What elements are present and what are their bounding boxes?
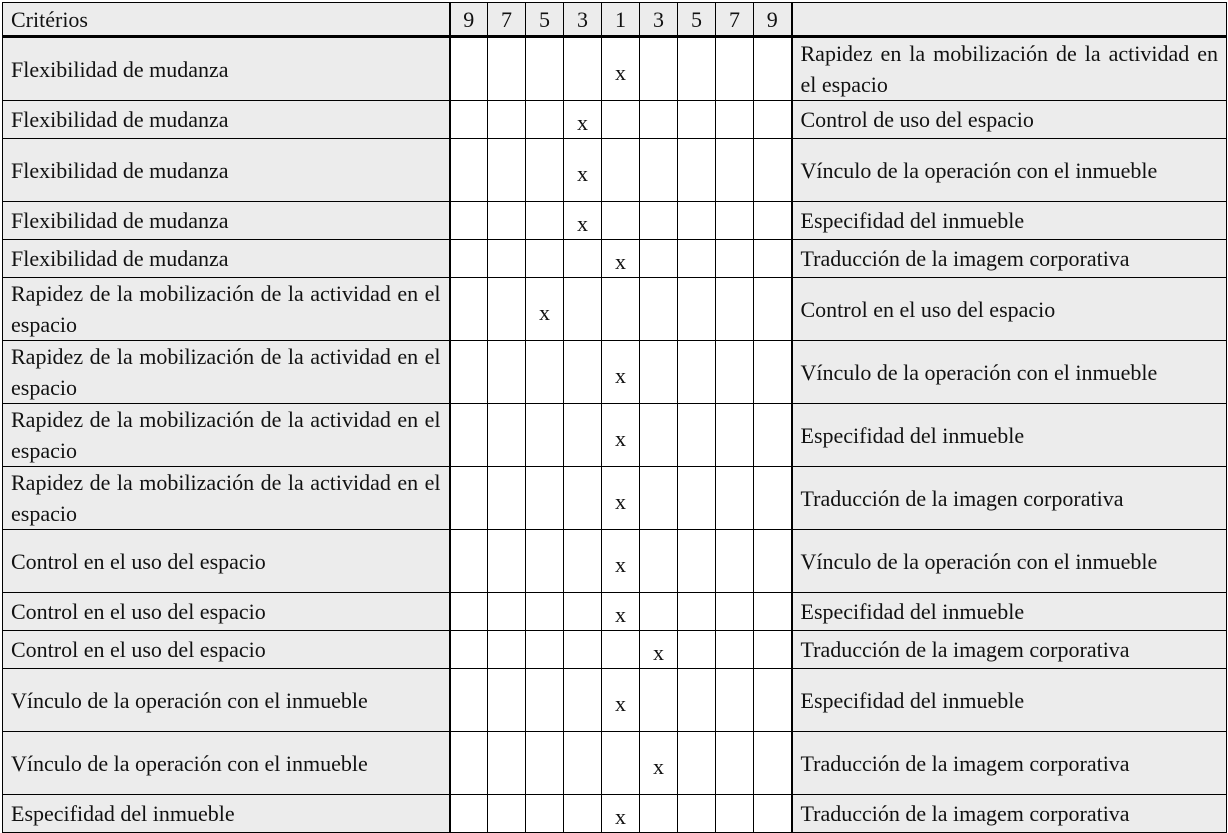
score-cell	[526, 341, 564, 404]
score-cell	[526, 37, 564, 101]
score-cell	[754, 37, 792, 101]
right-criterion: Control de uso del espacio	[792, 101, 1227, 139]
score-cell	[678, 101, 716, 139]
score-cell	[564, 404, 602, 467]
left-criterion: Rapidez de la mobilización de la actividad en el espacio	[3, 467, 450, 530]
score-mark: x	[602, 341, 640, 404]
table-row	[3, 593, 1227, 631]
scale-header-cell: 7	[488, 3, 526, 37]
score-cell	[450, 139, 488, 202]
score-cell	[450, 101, 488, 139]
right-criteria-header	[792, 3, 1227, 37]
score-cell	[450, 404, 488, 467]
score-cell	[488, 139, 526, 202]
left-criterion: Flexibilidad de mudanza	[3, 101, 450, 139]
score-cell	[640, 341, 678, 404]
score-mark: x	[564, 202, 602, 240]
score-mark: x	[602, 530, 640, 593]
score-cell	[526, 240, 564, 278]
score-cell	[526, 732, 564, 795]
score-cell	[640, 202, 678, 240]
score-cell	[564, 593, 602, 631]
right-criterion: Traducción de la imagem corporativa	[792, 732, 1227, 795]
score-cell	[564, 795, 602, 833]
right-criterion: Traducción de la imagem corporativa	[792, 240, 1227, 278]
score-mark: x	[602, 37, 640, 101]
table-row	[3, 101, 1227, 139]
score-cell	[716, 139, 754, 202]
score-cell	[640, 139, 678, 202]
score-cell	[526, 139, 564, 202]
score-cell	[602, 631, 640, 669]
score-cell	[640, 37, 678, 101]
table-row	[3, 341, 1227, 404]
table-row	[3, 732, 1227, 795]
table-row	[3, 669, 1227, 732]
score-cell	[488, 101, 526, 139]
left-criterion: Control en el uso del espacio	[3, 530, 450, 593]
table-row	[3, 139, 1227, 202]
score-cell	[716, 669, 754, 732]
score-cell	[678, 732, 716, 795]
score-cell	[678, 669, 716, 732]
right-criterion: Especifidad del inmueble	[792, 669, 1227, 732]
score-cell	[754, 240, 792, 278]
left-criterion: Rapidez de la mobilización de la actividad en el espacio	[3, 341, 450, 404]
score-cell	[678, 139, 716, 202]
right-criterion: Vínculo de la operación con el inmueble	[792, 341, 1227, 404]
score-cell	[564, 467, 602, 530]
score-cell	[754, 278, 792, 341]
scale-header-cell: 9	[450, 3, 488, 37]
score-mark: x	[564, 101, 602, 139]
score-cell	[640, 795, 678, 833]
score-cell	[716, 278, 754, 341]
table-row	[3, 404, 1227, 467]
table-row	[3, 530, 1227, 593]
score-cell	[450, 278, 488, 341]
score-cell	[488, 278, 526, 341]
score-cell	[450, 467, 488, 530]
score-mark: x	[564, 139, 602, 202]
scale-header-cell: 9	[754, 3, 792, 37]
right-criterion: Control en el uso del espacio	[792, 278, 1227, 341]
score-cell	[488, 631, 526, 669]
score-cell	[526, 593, 564, 631]
score-cell	[488, 467, 526, 530]
table-row	[3, 37, 1227, 101]
score-cell	[754, 101, 792, 139]
left-criterion: Vínculo de la operación con el inmueble	[3, 669, 450, 732]
left-criterion: Control en el uso del espacio	[3, 593, 450, 631]
score-cell	[526, 101, 564, 139]
score-cell	[564, 631, 602, 669]
right-criterion: Vínculo de la operación con el inmueble	[792, 530, 1227, 593]
score-mark: x	[602, 795, 640, 833]
left-criterion: Flexibilidad de mudanza	[3, 139, 450, 202]
score-cell	[564, 341, 602, 404]
score-cell	[450, 593, 488, 631]
scale-header-cell: 7	[716, 3, 754, 37]
score-cell	[640, 530, 678, 593]
score-mark: x	[602, 467, 640, 530]
score-cell	[526, 404, 564, 467]
score-cell	[450, 202, 488, 240]
score-cell	[526, 530, 564, 593]
score-cell	[678, 240, 716, 278]
score-cell	[754, 795, 792, 833]
score-cell	[640, 467, 678, 530]
table-row	[3, 795, 1227, 833]
score-cell	[564, 669, 602, 732]
table-row	[3, 631, 1227, 669]
score-cell	[526, 795, 564, 833]
left-criterion: Vínculo de la operación con el inmueble	[3, 732, 450, 795]
score-mark: x	[640, 631, 678, 669]
left-criterion: Rapidez de la mobilización de la actividad en el espacio	[3, 404, 450, 467]
score-cell	[754, 593, 792, 631]
score-cell	[716, 593, 754, 631]
right-criterion: Vínculo de la operación con el inmueble	[792, 139, 1227, 202]
score-cell	[678, 37, 716, 101]
scale-header-cell: 5	[526, 3, 564, 37]
score-cell	[450, 732, 488, 795]
score-cell	[450, 530, 488, 593]
left-criterion: Control en el uso del espacio	[3, 631, 450, 669]
score-cell	[488, 530, 526, 593]
pairwise-comparison-table	[2, 2, 1227, 833]
score-cell	[678, 795, 716, 833]
score-mark: x	[602, 404, 640, 467]
score-cell	[754, 139, 792, 202]
score-cell	[564, 240, 602, 278]
score-cell	[488, 404, 526, 467]
header-row	[3, 3, 1227, 37]
score-cell	[754, 530, 792, 593]
score-cell	[488, 732, 526, 795]
score-cell	[526, 202, 564, 240]
score-cell	[678, 530, 716, 593]
score-cell	[640, 278, 678, 341]
score-cell	[678, 202, 716, 240]
score-cell	[716, 404, 754, 467]
right-criterion: Traducción de la imagem corporativa	[792, 795, 1227, 833]
left-criterion: Flexibilidad de mudanza	[3, 37, 450, 101]
score-cell	[602, 101, 640, 139]
right-criterion: Especifidad del inmueble	[792, 593, 1227, 631]
score-cell	[488, 202, 526, 240]
score-cell	[716, 530, 754, 593]
score-cell	[564, 732, 602, 795]
left-criterion: Especifidad del inmueble	[3, 795, 450, 833]
score-cell	[640, 240, 678, 278]
score-cell	[640, 669, 678, 732]
score-cell	[488, 37, 526, 101]
right-criterion: Rapidez en la mobilización de la actividad en el espacio	[792, 37, 1227, 101]
score-cell	[450, 669, 488, 732]
table-row	[3, 240, 1227, 278]
score-cell	[678, 467, 716, 530]
score-cell	[678, 341, 716, 404]
score-cell	[488, 593, 526, 631]
score-cell	[678, 593, 716, 631]
score-cell	[640, 101, 678, 139]
score-cell	[488, 669, 526, 732]
score-cell	[450, 795, 488, 833]
score-cell	[564, 530, 602, 593]
score-cell	[678, 631, 716, 669]
score-cell	[564, 37, 602, 101]
scale-header-cell: 5	[678, 3, 716, 37]
score-cell	[678, 278, 716, 341]
right-criterion: Traducción de la imagem corporativa	[792, 631, 1227, 669]
table-row	[3, 467, 1227, 530]
score-cell	[716, 631, 754, 669]
table-row	[3, 278, 1227, 341]
scale-header-cell: 3	[564, 3, 602, 37]
score-mark: x	[602, 669, 640, 732]
score-cell	[526, 467, 564, 530]
score-cell	[754, 631, 792, 669]
left-criterion: Rapidez de la mobilización de la actividad en el espacio	[3, 278, 450, 341]
score-cell	[450, 37, 488, 101]
score-cell	[754, 202, 792, 240]
score-cell	[754, 467, 792, 530]
table-body	[3, 3, 1227, 833]
score-cell	[564, 278, 602, 341]
score-cell	[716, 795, 754, 833]
score-mark: x	[602, 240, 640, 278]
score-cell	[488, 795, 526, 833]
score-cell	[488, 240, 526, 278]
score-cell	[716, 240, 754, 278]
left-criterion: Flexibilidad de mudanza	[3, 202, 450, 240]
score-cell	[716, 341, 754, 404]
score-cell	[716, 37, 754, 101]
right-criterion: Especifidad del inmueble	[792, 404, 1227, 467]
right-criterion: Traducción de la imagen corporativa	[792, 467, 1227, 530]
score-cell	[754, 404, 792, 467]
score-cell	[602, 202, 640, 240]
score-cell	[526, 631, 564, 669]
score-cell	[716, 202, 754, 240]
right-criterion: Especifidad del inmueble	[792, 202, 1227, 240]
score-cell	[640, 404, 678, 467]
score-cell	[450, 341, 488, 404]
score-cell	[602, 139, 640, 202]
score-cell	[754, 669, 792, 732]
score-cell	[640, 593, 678, 631]
score-cell	[450, 631, 488, 669]
criteria-header: Critérios	[3, 3, 450, 37]
score-cell	[450, 240, 488, 278]
score-mark: x	[640, 732, 678, 795]
score-cell	[488, 341, 526, 404]
scale-header-cell: 3	[640, 3, 678, 37]
left-criterion: Flexibilidad de mudanza	[3, 240, 450, 278]
score-cell	[602, 732, 640, 795]
score-cell	[716, 101, 754, 139]
score-cell	[526, 669, 564, 732]
score-mark: x	[526, 278, 564, 341]
score-cell	[602, 278, 640, 341]
score-cell	[754, 732, 792, 795]
score-cell	[716, 467, 754, 530]
table-row	[3, 202, 1227, 240]
score-mark: x	[602, 593, 640, 631]
score-cell	[678, 404, 716, 467]
score-cell	[716, 732, 754, 795]
scale-header-cell: 1	[602, 3, 640, 37]
score-cell	[754, 341, 792, 404]
